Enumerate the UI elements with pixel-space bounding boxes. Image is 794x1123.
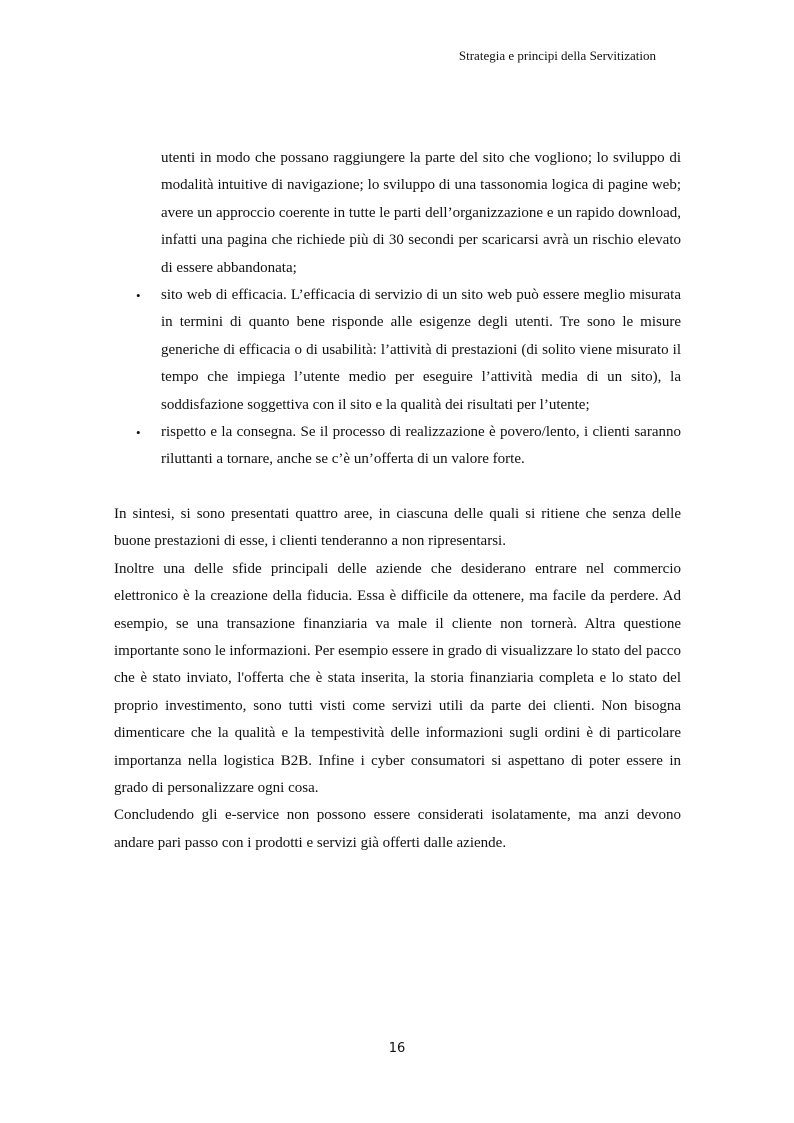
continuation-paragraph: utenti in modo che possano raggiungere la parte del sito che vogliono; lo sviluppo di modalità intuitive di navigazione; lo sviluppo di una tassonomia logica di pagine web; avere un approccio coerente in tutte le parti dell’organizzazione e un rapido download, infatti una pagina che richiede più di 30 secondi per scaricarsi avrà un rischio elevato di essere abbandonata; bbox=[161, 150, 681, 276]
trust-paragraph: Inoltre una delle sfide principali delle aziende che desiderano entrare nel commercio elettronico è la creazione della fiducia. Essa è difficile da ottenere, ma facile da perdere. Ad esempio, se una transazione finanziaria va male il cliente non tornerà. Altra questione importante sono le informazioni. Per esempio essere in grado di visualizzare lo stato del pacco che è stato inviato, l'offerta che è stata inserita, la storia finanziaria completa e lo stato del proprio investimento, sono tutti visti come servizi utili da parte dei clienti. Non bisogna dimenticare che la qualità e la tempestività delle informazioni sugli ordini è di particolare importanza nella logistica B2B. Infine i cyber consumatori si aspettano di poter essere in grado di personalizzare ogni cosa. bbox=[114, 560, 681, 796]
paragraph-spacer bbox=[114, 474, 681, 501]
page-number: 16 bbox=[388, 1041, 406, 1056]
summary-paragraph: In sintesi, si sono presentati quattro aree, in ciascuna delle quali si ritiene che senza delle buone prestazioni di esse, i clienti tenderanno a non ripresentarsi. bbox=[114, 505, 681, 550]
conclusion-paragraph: Concludendo gli e-service non possono essere considerati isolatamente, ma anzi devono andare pari passo con i prodotti e servizi già offerti dalle aziende. bbox=[114, 807, 681, 851]
body-text bbox=[114, 145, 681, 857]
bullet-item bbox=[114, 282, 681, 419]
bullet-icon: • bbox=[136, 425, 141, 441]
bullet-icon: • bbox=[136, 288, 141, 304]
bullet-text: rispetto e la consegna. Se il processo di realizzazione è povero/lento, i clienti saranno riluttanti a tornare, anche se c’è un’offerta di un valore forte. bbox=[161, 424, 681, 468]
bullet-list bbox=[114, 282, 681, 474]
running-header: Strategia e principi della Servitization bbox=[458, 48, 656, 63]
bullet-item bbox=[114, 419, 681, 474]
bullet-text: sito web di efficacia. L’efficacia di servizio di un sito web può essere meglio misurata in termini di quanto bene risponde alle esigenze degli utenti. Tre sono le misure generiche di efficacia o di usabilità: l’attività di prestazioni (di solito viene misurato il tempo che impiega l’utente medio per eseguire l’attività media di un sito), la soddisfazione soggettiva con il sito e la qualità dei risultati per l’utente; bbox=[161, 287, 681, 413]
